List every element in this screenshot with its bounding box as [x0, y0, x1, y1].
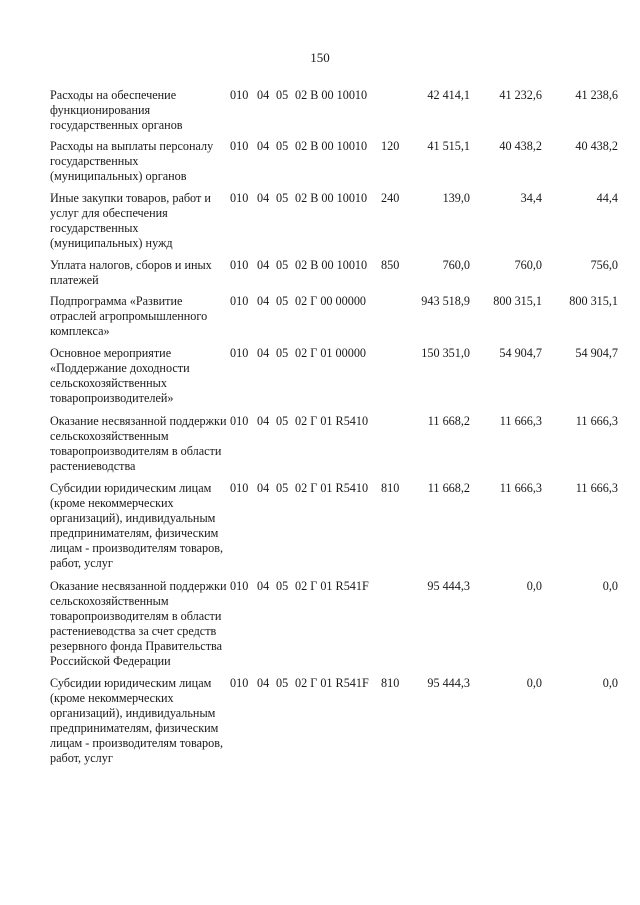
- amount-year-2: 0,0: [526, 579, 542, 593]
- amount-year-1: 150 351,0: [421, 346, 470, 360]
- amount-year-1: 95 444,3: [427, 579, 470, 593]
- admin-code: 010: [230, 294, 249, 308]
- article-code: 02 Г 01 R541F: [295, 579, 369, 593]
- article-code: 02 Г 01 00000: [295, 346, 367, 360]
- expense-type-code: 810: [381, 676, 400, 690]
- amount-year-1: 41 515,1: [427, 139, 470, 153]
- article-code: 02 В 00 10010: [295, 139, 368, 153]
- page-number: 150: [310, 50, 330, 65]
- amount-year-2: 11 666,3: [499, 414, 542, 428]
- article-code: 02 В 00 10010: [295, 258, 368, 272]
- section-code: 04: [257, 294, 270, 308]
- admin-code: 010: [230, 579, 249, 593]
- admin-code: 010: [230, 676, 249, 690]
- amount-year-2: 41 232,6: [499, 88, 542, 102]
- table-row: [50, 139, 620, 184]
- table-row: [50, 414, 620, 474]
- row-name: Оказание несвязанной поддержки сельскохозяйственным товаропроизводителям в области растениеводства за счет средств резервного фонда Правительства Российской Федерации: [50, 579, 227, 668]
- table-row: [50, 294, 620, 339]
- amount-year-3: 44,4: [596, 191, 618, 205]
- amount-year-2: 800 315,1: [493, 294, 542, 308]
- amount-year-2: 11 666,3: [499, 481, 542, 495]
- subsection-code: 05: [276, 294, 289, 308]
- amount-year-2: 760,0: [514, 258, 542, 272]
- section-code: 04: [257, 258, 270, 272]
- table-row: [50, 481, 620, 571]
- admin-code: 010: [230, 346, 249, 360]
- expense-type-code: 850: [381, 258, 400, 272]
- expense-type-code: 240: [381, 191, 400, 205]
- subsection-code: 05: [276, 191, 289, 205]
- section-code: 04: [257, 676, 270, 690]
- amount-year-3: 0,0: [602, 579, 618, 593]
- row-name: Уплата налогов, сборов и иных платежей: [50, 258, 212, 287]
- subsection-code: 05: [276, 139, 289, 153]
- article-code: 02 Г 01 R5410: [295, 481, 369, 495]
- row-name: Расходы на выплаты персоналу государственных (муниципальных) органов: [50, 139, 214, 183]
- table-row: [50, 258, 620, 288]
- amount-year-3: 756,0: [590, 258, 618, 272]
- row-name: Субсидии юридическим лицам (кроме некоммерческих организаций), индивидуальным предпринимателям, физическим лицам - производителям товаров, работ, услуг: [50, 481, 224, 570]
- admin-code: 010: [230, 191, 249, 205]
- row-name: Оказание несвязанной поддержки сельскохозяйственным товаропроизводителям в области растениеводства: [50, 414, 227, 473]
- article-code: 02 В 00 10010: [295, 191, 368, 205]
- row-name: Иные закупки товаров, работ и услуг для обеспечения государственных (муниципальных) нужд: [50, 191, 211, 250]
- article-code: 02 В 00 10010: [295, 88, 368, 102]
- subsection-code: 05: [276, 579, 289, 593]
- admin-code: 010: [230, 88, 249, 102]
- amount-year-1: 42 414,1: [427, 88, 470, 102]
- article-code: 02 Г 01 R5410: [295, 414, 369, 428]
- amount-year-2: 0,0: [526, 676, 542, 690]
- amount-year-3: 54 904,7: [575, 346, 618, 360]
- section-code: 04: [257, 191, 270, 205]
- amount-year-2: 54 904,7: [499, 346, 542, 360]
- amount-year-3: 11 666,3: [575, 481, 618, 495]
- amount-year-1: 139,0: [442, 191, 470, 205]
- section-code: 04: [257, 346, 270, 360]
- expense-type-code: 120: [381, 139, 400, 153]
- table-row: [50, 346, 620, 406]
- admin-code: 010: [230, 481, 249, 495]
- amount-year-3: 41 238,6: [575, 88, 618, 102]
- table-row: [50, 676, 620, 766]
- subsection-code: 05: [276, 481, 289, 495]
- amount-year-3: 11 666,3: [575, 414, 618, 428]
- row-name: Субсидии юридическим лицам (кроме некоммерческих организаций), индивидуальным предпринимателям, физическим лицам - производителям товаров, работ, услуг: [50, 676, 224, 765]
- subsection-code: 05: [276, 88, 289, 102]
- amount-year-1: 95 444,3: [427, 676, 470, 690]
- admin-code: 010: [230, 139, 249, 153]
- amount-year-3: 0,0: [602, 676, 618, 690]
- admin-code: 010: [230, 414, 249, 428]
- subsection-code: 05: [276, 414, 289, 428]
- row-name: Подпрограмма «Развитие отраслей агропромышленного комплекса»: [50, 294, 208, 338]
- article-code: 02 Г 01 R541F: [295, 676, 369, 690]
- admin-code: 010: [230, 258, 249, 272]
- budget-table: [50, 88, 620, 766]
- section-code: 04: [257, 481, 270, 495]
- row-name: Основное мероприятие «Поддержание доходности сельскохозяйственных товаропроизводителей»: [50, 346, 190, 405]
- amount-year-1: 11 668,2: [427, 414, 470, 428]
- article-code: 02 Г 00 00000: [295, 294, 367, 308]
- amount-year-2: 34,4: [520, 191, 542, 205]
- amount-year-1: 760,0: [442, 258, 470, 272]
- section-code: 04: [257, 88, 270, 102]
- table-row: [50, 579, 620, 669]
- section-code: 04: [257, 414, 270, 428]
- amount-year-1: 11 668,2: [427, 481, 470, 495]
- table-row: [50, 88, 620, 133]
- subsection-code: 05: [276, 676, 289, 690]
- amount-year-2: 40 438,2: [499, 139, 542, 153]
- section-code: 04: [257, 139, 270, 153]
- expense-type-code: 810: [381, 481, 400, 495]
- amount-year-3: 800 315,1: [569, 294, 618, 308]
- subsection-code: 05: [276, 258, 289, 272]
- amount-year-1: 943 518,9: [421, 294, 470, 308]
- table-row: [50, 191, 620, 251]
- subsection-code: 05: [276, 346, 289, 360]
- section-code: 04: [257, 579, 270, 593]
- row-name: Расходы на обеспечение функционирования государственных органов: [50, 88, 183, 132]
- amount-year-3: 40 438,2: [575, 139, 618, 153]
